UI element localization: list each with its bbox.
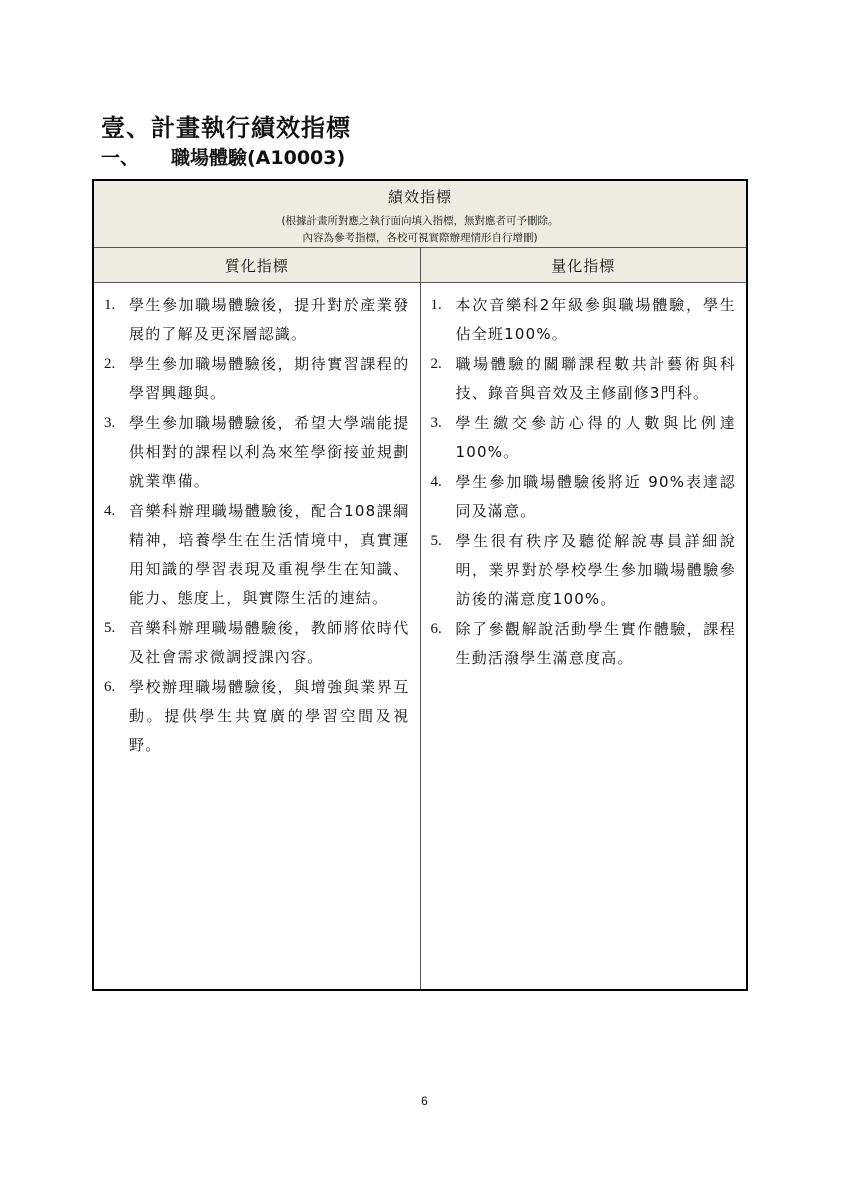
item-text: 學校辦理職場體驗後，與增強與業界互動。提供學生共寬廣的學習空間及視野。: [129, 678, 410, 754]
list-item: [104, 350, 410, 408]
item-text: 學生參加職場體驗後將近 90%表達認同及滿意。: [455, 473, 737, 520]
item-number: 3.: [430, 415, 442, 431]
table-header: [93, 180, 747, 248]
table-note: [94, 213, 746, 247]
list-item: [431, 291, 737, 349]
subsection-number: 一、: [101, 147, 140, 169]
item-text: 本次音樂科2年級參與職場體驗，學生佔全班100%。: [455, 296, 737, 343]
item-text: 學生繳交參訪心得的人數與比例達100%。: [455, 414, 737, 461]
section-heading: 壹、計畫執行績效指標: [101, 114, 351, 142]
qualitative-list: [94, 283, 420, 760]
list-item: [431, 615, 737, 673]
subsection-heading: [101, 143, 345, 170]
list-item: [104, 409, 410, 496]
item-text: 音樂科辦理職場體驗後，教師將依時代及社會需求微調授課內容。: [129, 619, 410, 666]
list-item: [431, 468, 737, 526]
list-item: [431, 409, 737, 467]
item-text: 學生很有秩序及聽從解說專員詳細說明，業界對於學校學生參加職場體驗參訪後的滿意度100%。: [455, 532, 737, 608]
item-text: 學生參加職場體驗後，希望大學端能提供相對的課程以利為來笙學銜接並規劃就業準備。: [129, 414, 410, 490]
item-number: 4.: [104, 503, 116, 519]
item-number: 1.: [104, 297, 116, 313]
item-number: 5.: [430, 533, 442, 549]
list-item: [431, 527, 737, 614]
column-header-quantitative: 量化指標: [420, 248, 747, 283]
item-text: 除了參觀解說活動學生實作體驗，課程生動活潑學生滿意度高。: [455, 620, 737, 667]
list-item: [104, 614, 410, 672]
item-number: 5.: [104, 620, 116, 636]
item-text: 職場體驗的關聯課程數共計藝術與科技、錄音與音效及主修副修3門科。: [455, 355, 737, 402]
table-title: 績效指標: [388, 188, 453, 206]
item-number: 6.: [104, 679, 116, 695]
list-item: [104, 497, 410, 613]
page-number: 6: [421, 1094, 428, 1108]
subsection-title: 職場體驗(A10003): [171, 147, 346, 169]
item-number: 2.: [104, 356, 116, 372]
qualitative-cell: [93, 283, 420, 991]
item-number: 6.: [430, 621, 442, 637]
item-text: 音樂科辦理職場體驗後，配合108課綱精神，培養學生在生活情境中，真實運用知識的學習表現及重視學生在知識、能力、態度上，與實際生活的連結。: [129, 502, 410, 607]
item-text: 學生參加職場體驗後，提升對於產業發展的了解及更深層認識。: [129, 296, 410, 343]
item-number: 1.: [430, 297, 442, 313]
item-number: 2.: [430, 356, 442, 372]
list-item: [431, 350, 737, 408]
item-number: 3.: [104, 415, 116, 431]
table-note-line2: 內容為參考指標，各校可視實際辦理情形自行增刪): [302, 232, 538, 244]
item-text: 學生參加職場體驗後，期待實習課程的學習興趣與。: [129, 355, 410, 402]
list-item: [104, 673, 410, 760]
item-number: 4.: [430, 474, 442, 490]
quantitative-list: [421, 283, 747, 673]
list-item: [104, 291, 410, 349]
column-header-qualitative: 質化指標: [93, 248, 420, 283]
quantitative-cell: [420, 283, 747, 991]
performance-indicator-table: [92, 179, 748, 991]
table-note-line1: (根據計畫所對應之執行面向填入指標，無對應者可予刪除。: [281, 215, 559, 227]
